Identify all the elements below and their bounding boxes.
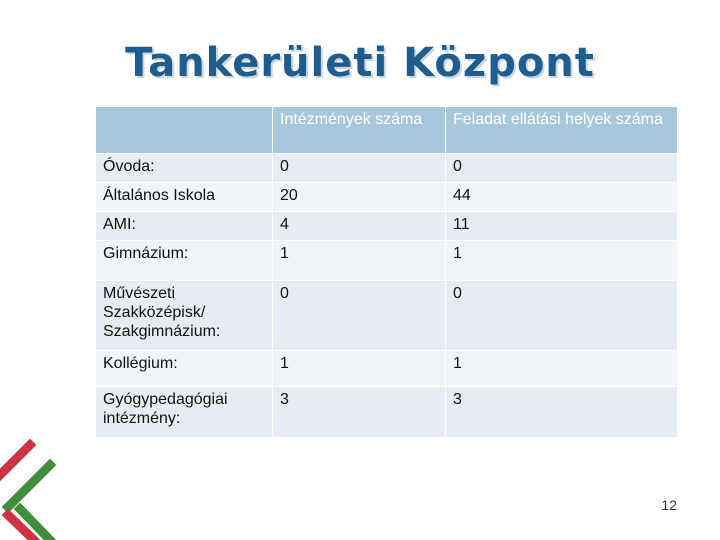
row-feladat: 1 xyxy=(446,241,678,281)
table-row xyxy=(96,281,678,351)
row-intezmenyek: 1 xyxy=(273,241,446,281)
row-label: Művészeti Szakközépisk/ Szakgimnázium: xyxy=(96,281,273,351)
stripes-logo-icon xyxy=(0,437,72,540)
header-empty xyxy=(96,107,273,154)
row-label: Kollégium: xyxy=(96,351,273,387)
slide-title: Tankerületi Központ xyxy=(125,40,595,86)
table-row xyxy=(96,351,678,387)
table-header-row xyxy=(96,107,678,154)
row-label: Óvoda: xyxy=(96,154,273,183)
institutions-table xyxy=(95,106,678,438)
row-intezmenyek: 0 xyxy=(273,281,446,351)
row-feladat: 11 xyxy=(446,212,678,241)
row-feladat: 1 xyxy=(446,351,678,387)
table-row xyxy=(96,154,678,183)
row-intezmenyek: 1 xyxy=(273,351,446,387)
table-row xyxy=(96,387,678,438)
header-intezmenyek: Intézmények száma xyxy=(273,107,446,154)
row-intezmenyek: 4 xyxy=(273,212,446,241)
page-number: 12 xyxy=(661,497,677,513)
row-feladat: 0 xyxy=(446,154,678,183)
row-feladat: 44 xyxy=(446,183,678,212)
header-feladat: Feladat ellátási helyek száma xyxy=(446,107,678,154)
table-row xyxy=(96,183,678,212)
row-label: AMI: xyxy=(96,212,273,241)
row-intezmenyek: 3 xyxy=(273,387,446,438)
row-feladat: 0 xyxy=(446,281,678,351)
table-row xyxy=(96,212,678,241)
table-row xyxy=(96,241,678,281)
row-feladat: 3 xyxy=(446,387,678,438)
row-label: Gimnázium: xyxy=(96,241,273,281)
row-label: Gyógypedagógiai intézmény: xyxy=(96,387,273,438)
row-intezmenyek: 20 xyxy=(273,183,446,212)
row-label: Általános Iskola xyxy=(96,183,273,212)
row-intezmenyek: 0 xyxy=(273,154,446,183)
